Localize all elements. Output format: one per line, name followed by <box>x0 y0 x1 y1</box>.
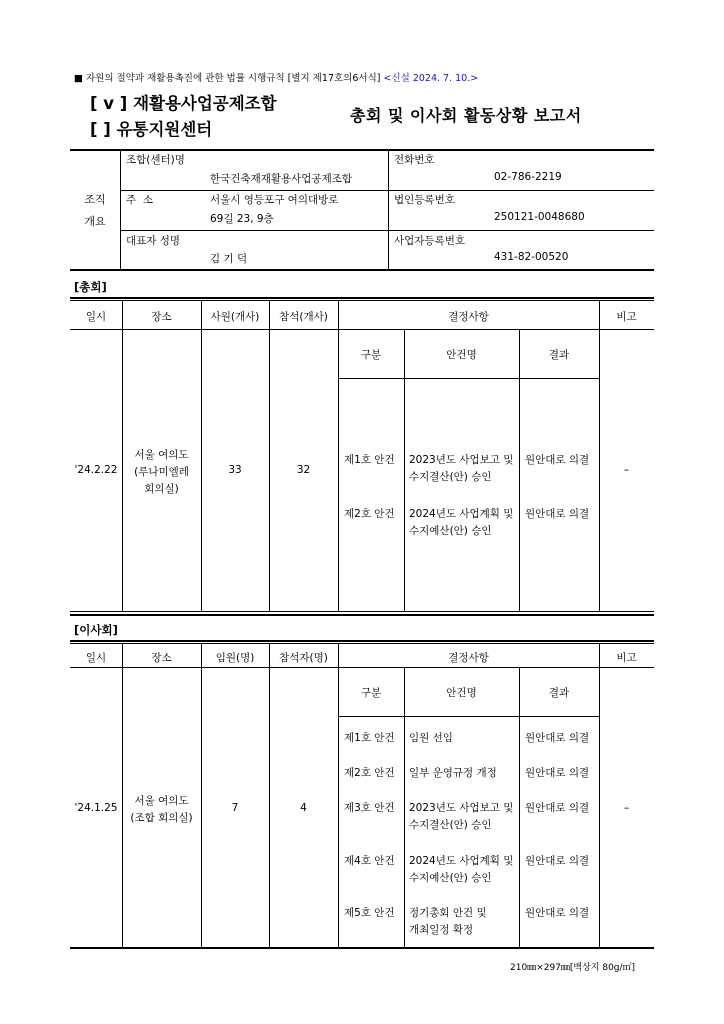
general-item-2-no: 제2호 안건 <box>344 508 395 520</box>
general-header-decisions: 결정사항 <box>448 311 489 323</box>
grid-line <box>599 644 600 948</box>
org-phone-label: 전화번호 <box>394 154 435 166</box>
grid-line <box>519 667 520 948</box>
org-mid-divider <box>388 151 389 269</box>
form-reference <box>74 70 478 84</box>
general-date: '24.2.22 <box>74 464 118 476</box>
grid-line <box>404 667 405 948</box>
paper-spec-footer: 210㎜×297㎜[백상지 80g/㎡] <box>510 963 636 973</box>
grid-line <box>269 644 270 948</box>
board-item-4-title-1: 2024년도 사업계획 및 <box>409 855 514 867</box>
board-sub-header-result: 결과 <box>548 687 570 699</box>
grid-line <box>599 301 600 611</box>
board-section-title: [이사회] <box>74 623 118 637</box>
grid-line <box>519 329 520 611</box>
option-distribution-center: [ ] 유통지원센터 <box>90 120 213 139</box>
general-top-border <box>70 297 654 299</box>
form-reference-new: <신설 2024. 7. 10.> <box>383 73 479 84</box>
board-place-2: (조합 회의실) <box>130 812 193 824</box>
general-item-1-result: 원안대로 의결 <box>525 454 590 466</box>
board-attended: 4 <box>300 802 307 814</box>
board-item-5-title-2: 개최일정 확정 <box>409 924 474 936</box>
grid-line <box>201 644 202 948</box>
board-item-2-no: 제2호 안건 <box>344 767 395 779</box>
general-item-1-title-1: 2023년도 사업보고 및 <box>409 454 514 466</box>
general-item-2-title-2: 수지예산(안) 승인 <box>409 525 492 537</box>
org-row-divider <box>120 230 654 231</box>
board-members: 7 <box>231 802 239 814</box>
general-section-title: [총회] <box>74 280 107 294</box>
grid-line <box>404 329 405 611</box>
board-item-2-title-1: 일부 운영규정 개정 <box>409 767 497 779</box>
form-reference-text: ■ 자원의 절약과 재활용촉진에 관한 법률 시행규칙 [별지 제17호의6서식] <box>74 73 381 84</box>
org-label-1: 조직 <box>84 193 106 206</box>
general-place-1: 서울 여의도 <box>134 449 189 461</box>
board-item-1-no: 제1호 안건 <box>344 732 395 744</box>
general-attended: 32 <box>296 464 311 476</box>
board-item-5-no: 제5호 안건 <box>344 907 395 919</box>
org-overview <box>70 151 654 269</box>
page-title: 총회 및 이사회 활동상황 보고서 <box>350 106 582 125</box>
board-item-5-result: 원안대로 의결 <box>525 907 590 919</box>
grid-line <box>70 667 654 668</box>
board-header-decisions: 결정사항 <box>448 652 489 664</box>
org-row-divider <box>120 190 654 191</box>
board-item-3-result: 원안대로 의결 <box>525 802 590 814</box>
board-sub-header-title: 안건명 <box>446 687 477 699</box>
grid-line <box>338 378 599 379</box>
general-sub-header-result: 결과 <box>548 349 570 361</box>
org-label-2: 개요 <box>84 215 106 228</box>
board-item-3-title-1: 2023년도 사업보고 및 <box>409 802 514 814</box>
board-place-1: 서울 여의도 <box>134 795 189 807</box>
general-item-2-title-1: 2024년도 사업계획 및 <box>409 508 514 520</box>
board-item-2-result: 원안대로 의결 <box>525 767 590 779</box>
board-header-members: 임원(명) <box>215 652 255 664</box>
board-bottom-border <box>70 947 654 949</box>
general-members: 33 <box>228 464 242 476</box>
org-bottom-border <box>70 269 654 271</box>
board-sub-header-no: 구분 <box>360 687 382 699</box>
board-header-attended: 참석자(명) <box>279 652 328 664</box>
org-biz-value: 431-82-00520 <box>494 251 569 263</box>
org-name-value: 한국건축재재활용사업공제조합 <box>210 173 353 185</box>
general-bottom-border-2 <box>70 614 654 616</box>
general-place-3: 회의실) <box>144 483 179 495</box>
org-section-label <box>70 151 121 269</box>
org-corp-label: 법인등록번호 <box>394 194 455 206</box>
org-address-line1: 서울시 영등포구 여의대방로 <box>210 194 339 206</box>
general-bottom-border <box>70 611 654 612</box>
board-item-4-no: 제4호 안건 <box>344 855 395 867</box>
board-item-3-no: 제3호 안건 <box>344 802 395 814</box>
general-note: – <box>623 464 630 476</box>
general-table <box>70 301 654 611</box>
general-sub-header-no: 구분 <box>360 349 382 361</box>
board-date: '24.1.25 <box>74 802 118 814</box>
grid-line <box>269 301 270 611</box>
general-sub-header-title: 안건명 <box>446 349 477 361</box>
general-header-date: 일시 <box>85 311 107 323</box>
board-item-3-title-2: 수지결산(안) 승인 <box>409 819 492 831</box>
org-biz-label: 사업자등록번호 <box>394 235 466 247</box>
org-rep-value: 김 기 덕 <box>210 253 248 265</box>
general-header-attended: 참석(개사) <box>279 311 328 323</box>
board-header-note: 비고 <box>616 652 637 664</box>
general-place-2: (루나미엘레 <box>134 466 189 478</box>
org-name-label: 조합(센터)명 <box>126 154 185 166</box>
grid-line <box>70 329 654 330</box>
org-address-label: 주 소 <box>126 194 153 206</box>
org-address-line2: 69길 23, 9층 <box>210 213 274 225</box>
org-rep-label: 대표자 성명 <box>126 235 181 247</box>
grid-line <box>338 329 339 611</box>
grid-line <box>201 301 202 611</box>
option-recycling-union: [ v ] 재활용사업공제조합 <box>90 94 277 113</box>
general-header-members: 사원(개사) <box>210 311 260 323</box>
board-top-border <box>70 640 654 642</box>
general-header-place: 장소 <box>151 311 172 323</box>
board-table <box>70 644 654 948</box>
board-header-date: 일시 <box>85 652 107 664</box>
board-header-place: 장소 <box>151 652 172 664</box>
general-header-note: 비고 <box>616 311 637 323</box>
general-item-2-result: 원안대로 의결 <box>525 508 590 520</box>
board-item-4-title-2: 수지예산(안) 승인 <box>409 872 492 884</box>
board-item-1-title-1: 임원 선임 <box>409 732 453 744</box>
board-item-5-title-1: 정기총회 안건 및 <box>409 907 487 919</box>
board-note: – <box>623 802 630 814</box>
org-phone-value: 02-786-2219 <box>494 171 562 183</box>
org-corp-value: 250121-0048680 <box>494 211 585 223</box>
general-item-1-title-2: 수지결산(안) 승인 <box>409 471 492 483</box>
board-item-1-result: 원안대로 의결 <box>525 732 590 744</box>
general-item-1-no: 제1호 안건 <box>344 454 395 466</box>
board-item-4-result: 원안대로 의결 <box>525 855 590 867</box>
grid-line <box>338 716 599 717</box>
